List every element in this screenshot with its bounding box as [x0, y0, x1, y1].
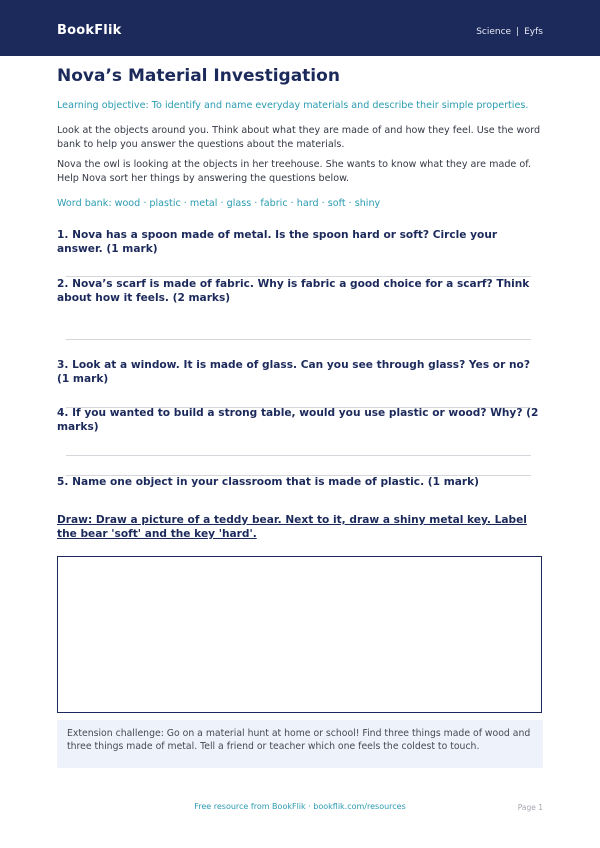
page-header: [0, 0, 600, 56]
extension-challenge: Extension challenge: Go on a material hunt at home or school! Find three things made of wood and three things made of metal. Tell a friend or teacher which one feels the coldest to touch.: [57, 720, 543, 768]
question-1: 1. Nova has a spoon made of metal. Is the spoon hard or soft? Circle your answer. (1 mark): [57, 229, 498, 255]
drawing-area[interactable]: [57, 556, 542, 713]
learning-objective: Learning objective: To identify and name everyday materials and describe their simple properties.: [57, 100, 529, 111]
intro-paragraph-1: Look at the objects around you. Think about what they are made of and how they feel. Use the word bank to help you answer the questions about the materials.: [57, 125, 541, 150]
footer-resource-link[interactable]: Free resource from BookFlik · bookflik.com/resources: [194, 802, 406, 811]
page-title: Nova’s Material Investigation: [57, 66, 340, 86]
page-number: Page 1: [517, 803, 543, 812]
word-bank: Word bank: wood · plastic · metal · glass · fabric · hard · soft · shiny: [57, 198, 381, 209]
intro-paragraph-2: Nova the owl is looking at the objects in her treehouse. She wants to know what they are made of. Help Nova sort her things by answering the questions below.: [57, 159, 531, 184]
answer-line[interactable]: [66, 455, 531, 456]
question-3: 3. Look at a window. It is made of glass. Can you see through glass? Yes or no? (1 mark): [57, 359, 530, 385]
meta-separator: |: [516, 27, 520, 37]
answer-line[interactable]: [66, 339, 531, 340]
draw-prompt: Draw: Draw a picture of a teddy bear. Next to it, draw a shiny metal key. Label the bear 'soft' and the key 'hard'.: [57, 514, 527, 540]
subject-meta: [476, 27, 543, 37]
question-5: 5. Name one object in your classroom that is made of plastic. (1 mark): [57, 476, 479, 488]
subject-label: Science: [476, 27, 512, 37]
question-4: 4. If you wanted to build a strong table, would you use plastic or wood? Why? (2 marks): [57, 407, 539, 433]
brand-logo-text: BookFlik: [57, 23, 122, 38]
question-2: 2. Nova’s scarf is made of fabric. Why is fabric a good choice for a scarf? Think about how it feels. (2 marks): [57, 278, 530, 304]
level-label: Eyfs: [524, 27, 543, 37]
